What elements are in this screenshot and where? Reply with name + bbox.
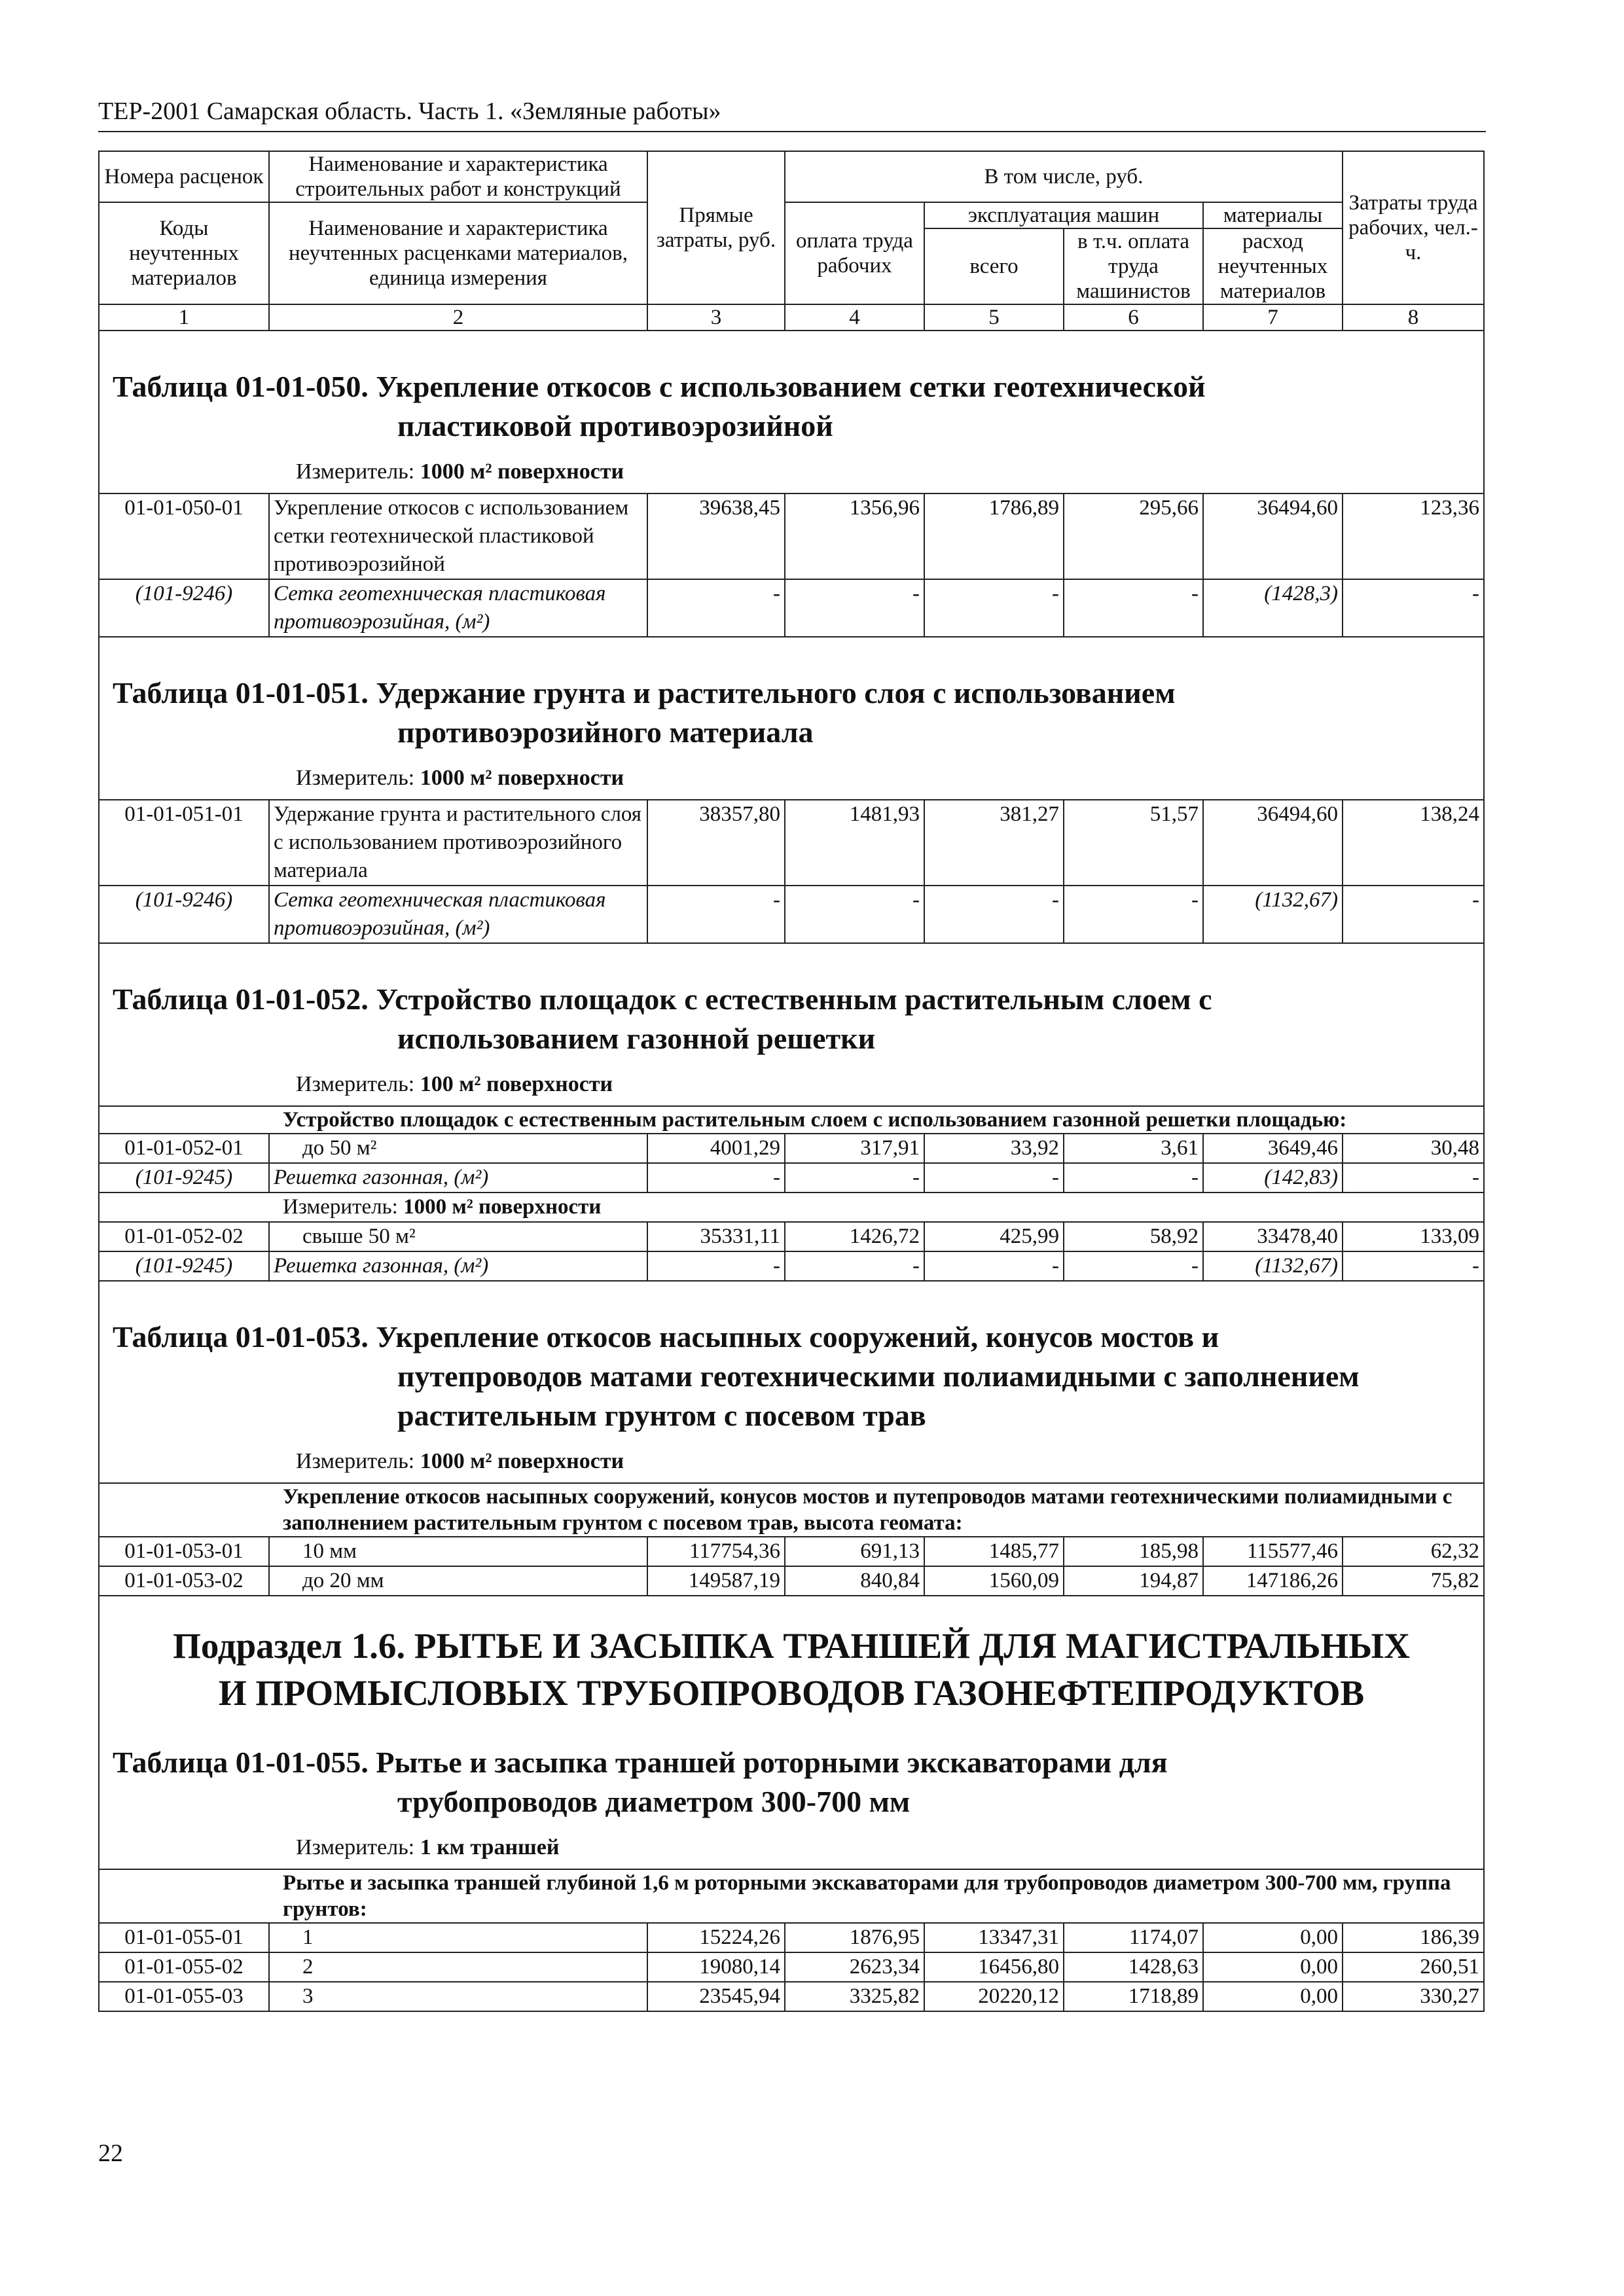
page-number: 22 (98, 2140, 123, 2167)
col-num: 8 (1343, 304, 1484, 331)
material-name: Сетка геотехническая пластиковая противоэрозийная, (м²) (269, 579, 647, 637)
rate-name: 1 (269, 1923, 647, 1952)
value-cell: 33,92 (924, 1134, 1064, 1163)
value-cell: 35331,11 (647, 1222, 785, 1251)
material-code: (101-9245) (99, 1251, 269, 1281)
value-cell: (1428,3) (1203, 579, 1343, 637)
material-code: (101-9246) (99, 579, 269, 637)
header-rule (98, 131, 1486, 132)
value-cell: 0,00 (1203, 1923, 1343, 1952)
value-cell: 1560,09 (924, 1566, 1064, 1596)
value-cell: - (647, 886, 785, 943)
hdr-unaccounted-materials: расход неучтенных материалов (1203, 228, 1343, 304)
material-row (99, 1163, 1484, 1193)
hdr-wages: оплата труда рабочих (785, 202, 924, 304)
table-052-title: Таблица 01-01-052. Устройство площадок с естественным растительным слоем с использованием газонной решетки (113, 982, 1212, 1055)
value-cell: 38357,80 (647, 800, 785, 886)
table-050-measure: Измеритель: 1000 м² поверхности (296, 459, 624, 484)
col-num: 5 (924, 304, 1064, 331)
table-row (99, 493, 1484, 579)
value-cell: 58,92 (1064, 1222, 1203, 1251)
value-cell: 4001,29 (647, 1134, 785, 1163)
value-cell: - (647, 1163, 785, 1193)
value-cell: 381,27 (924, 800, 1064, 886)
table-053-heading (99, 1281, 1484, 1483)
value-cell: - (647, 579, 785, 637)
col-num: 4 (785, 304, 924, 331)
value-cell: 123,36 (1343, 493, 1484, 579)
table-053-measure: Измеритель: 1000 м² поверхности (296, 1449, 624, 1473)
table-052-measure: Измеритель: 100 м² поверхности (296, 1072, 613, 1096)
value-cell: 133,09 (1343, 1222, 1484, 1251)
value-cell: 1426,72 (785, 1222, 924, 1251)
value-cell: - (1064, 886, 1203, 943)
material-code: (101-9245) (99, 1163, 269, 1193)
value-cell: 149587,19 (647, 1566, 785, 1596)
table-row (99, 1982, 1484, 2011)
table-row (99, 1134, 1484, 1163)
value-cell: 23545,94 (647, 1982, 785, 2011)
value-cell: 147186,26 (1203, 1566, 1343, 1596)
value-cell: 194,87 (1064, 1566, 1203, 1596)
table-050-heading (99, 331, 1484, 493)
value-cell: 15224,26 (647, 1923, 785, 1952)
value-cell: (1132,67) (1203, 1251, 1343, 1281)
measure-row (99, 1193, 1484, 1222)
col-num: 2 (269, 304, 647, 331)
rate-name: Укрепление откосов с использованием сетки геотехнической пластиковой противоэрозийной (269, 493, 647, 579)
value-cell: 260,51 (1343, 1952, 1484, 1982)
value-cell: 36494,60 (1203, 493, 1343, 579)
group-row (99, 1483, 1484, 1537)
hdr-materials: материалы (1203, 202, 1343, 228)
table-row (99, 1222, 1484, 1251)
rate-name: до 50 м² (269, 1134, 647, 1163)
value-cell: 840,84 (785, 1566, 924, 1596)
value-cell: 33478,40 (1203, 1222, 1343, 1251)
table-051-measure: Измеритель: 1000 м² поверхности (296, 766, 624, 790)
value-cell: 138,24 (1343, 800, 1484, 886)
value-cell: 425,99 (924, 1222, 1064, 1251)
value-cell: 13347,31 (924, 1923, 1064, 1952)
subsection-title-line1: Подраздел 1.6. РЫТЬЕ И ЗАСЫПКА ТРАНШЕЙ ДЛЯ МАГИСТРАЛЬНЫХ (173, 1626, 1410, 1666)
col-num: 6 (1064, 304, 1203, 331)
rate-name: свыше 50 м² (269, 1222, 647, 1251)
value-cell: 62,32 (1343, 1537, 1484, 1566)
rate-code: 01-01-055-02 (99, 1952, 269, 1982)
header-column-numbers (99, 304, 1484, 331)
value-cell: - (1343, 1163, 1484, 1193)
value-cell: 1786,89 (924, 493, 1064, 579)
rate-code: 01-01-055-01 (99, 1923, 269, 1952)
table-row (99, 1537, 1484, 1566)
rate-name: 10 мм (269, 1537, 647, 1566)
subsection-title-line2: И ПРОМЫСЛОВЫХ ТРУБОПРОВОДОВ ГАЗОНЕФТЕПРОДУКТОВ (218, 1673, 1365, 1713)
rate-name: Удержание грунта и растительного слоя с использованием противоэрозийного материала (269, 800, 647, 886)
value-cell: - (924, 579, 1064, 637)
hdr-including: В том числе, руб. (785, 151, 1343, 202)
hdr-machinists-wages: в т.ч. оплата труда машинистов (1064, 228, 1203, 304)
value-cell: - (924, 1251, 1064, 1281)
col-num: 3 (647, 304, 785, 331)
table-051-heading (99, 637, 1484, 800)
group-label: Устройство площадок с естественным растительным слоем с использованием газонной решетки площадью: (99, 1106, 1484, 1134)
value-cell: 1485,77 (924, 1537, 1064, 1566)
price-table-document (98, 151, 1483, 2012)
table-053-title: Таблица 01-01-053. Укрепление откосов насыпных сооружений, конусов мостов и путепроводов матами геотехническими полиамидными с заполнением растительным грунтом с посевом трав (113, 1320, 1360, 1432)
value-cell: - (1064, 1251, 1203, 1281)
hdr-labor-hours: Затраты труда рабочих, чел.-ч. (1343, 151, 1484, 304)
hdr-machines-total: всего (924, 228, 1064, 304)
value-cell: (1132,67) (1203, 886, 1343, 943)
value-cell: 36494,60 (1203, 800, 1343, 886)
group-label: Рытье и засыпка траншей глубиной 1,6 м роторными экскаваторами для трубопроводов диаметром 300-700 мм, группа грунтов: (99, 1869, 1484, 1923)
table-row (99, 1566, 1484, 1596)
table-052-measure-2: Измеритель: 1000 м² поверхности (99, 1193, 1484, 1222)
col-num: 1 (99, 304, 269, 331)
value-cell: 185,98 (1064, 1537, 1203, 1566)
material-code: (101-9246) (99, 886, 269, 943)
value-cell: 20220,12 (924, 1982, 1064, 2011)
value-cell: 75,82 (1343, 1566, 1484, 1596)
value-cell: - (924, 886, 1064, 943)
rate-code: 01-01-055-03 (99, 1982, 269, 2011)
material-name: Сетка геотехническая пластиковая противоэрозийная, (м²) (269, 886, 647, 943)
group-row (99, 1106, 1484, 1134)
material-name: Решетка газонная, (м²) (269, 1251, 647, 1281)
value-cell: 16456,80 (924, 1952, 1064, 1982)
value-cell: 295,66 (1064, 493, 1203, 579)
hdr-machines: эксплуатация машин (924, 202, 1203, 228)
value-cell: 691,13 (785, 1537, 924, 1566)
material-row (99, 579, 1484, 637)
value-cell: 30,48 (1343, 1134, 1484, 1163)
table-row (99, 800, 1484, 886)
value-cell: 317,91 (785, 1134, 924, 1163)
group-row (99, 1869, 1484, 1923)
rate-code: 01-01-052-02 (99, 1222, 269, 1251)
value-cell: - (785, 886, 924, 943)
value-cell: 1428,63 (1064, 1952, 1203, 1982)
hdr-name: Наименование и характеристика строительных работ и конструкций (269, 151, 647, 202)
value-cell: - (1064, 1163, 1203, 1193)
value-cell: 0,00 (1203, 1952, 1343, 1982)
subsection-heading (99, 1596, 1484, 1723)
rate-name: до 20 мм (269, 1566, 647, 1596)
page-header: ТЕР-2001 Самарская область. Часть 1. «Земляные работы» (98, 98, 721, 125)
value-cell: 0,00 (1203, 1982, 1343, 2011)
value-cell: 330,27 (1343, 1982, 1484, 2011)
rate-code: 01-01-053-01 (99, 1537, 269, 1566)
rate-name: 2 (269, 1952, 647, 1982)
value-cell: 19080,14 (647, 1952, 785, 1982)
hdr-unaccounted-codes: Коды неучтенных материалов (99, 202, 269, 304)
table-row (99, 1952, 1484, 1982)
hdr-direct-costs: Прямые затраты, руб. (647, 151, 785, 304)
material-row (99, 886, 1484, 943)
price-table (98, 151, 1485, 2012)
table-055-measure: Измеритель: 1 км траншей (296, 1835, 560, 1859)
value-cell: (142,83) (1203, 1163, 1343, 1193)
rate-code: 01-01-052-01 (99, 1134, 269, 1163)
value-cell: 3,61 (1064, 1134, 1203, 1163)
group-label: Укрепление откосов насыпных сооружений, конусов мостов и путепроводов матами геотехническими полиамидными с заполнением растительным грунтом с посевом трав, высота геомата: (99, 1483, 1484, 1537)
hdr-unaccounted-name: Наименование и характеристика неучтенных расценками материалов, единица измерения (269, 202, 647, 304)
value-cell: - (1343, 579, 1484, 637)
value-cell: 3649,46 (1203, 1134, 1343, 1163)
material-row (99, 1251, 1484, 1281)
value-cell: 117754,36 (647, 1537, 785, 1566)
header-row-1 (99, 151, 1484, 202)
value-cell: 1356,96 (785, 493, 924, 579)
table-051-title: Таблица 01-01-051. Удержание грунта и растительного слоя с использованием противоэрозийного материала (113, 676, 1176, 749)
rate-code: 01-01-053-02 (99, 1566, 269, 1596)
value-cell: - (1343, 1251, 1484, 1281)
value-cell: - (785, 579, 924, 637)
value-cell: 1481,93 (785, 800, 924, 886)
value-cell: 3325,82 (785, 1982, 924, 2011)
value-cell: 115577,46 (1203, 1537, 1343, 1566)
rate-code: 01-01-051-01 (99, 800, 269, 886)
table-row (99, 1923, 1484, 1952)
value-cell: 2623,34 (785, 1952, 924, 1982)
table-050-title: Таблица 01-01-050. Укрепление откосов с использованием сетки геотехнической пластиковой противоэрозийной (113, 370, 1206, 442)
table-055-title: Таблица 01-01-055. Рытье и засыпка траншей роторными экскаваторами для трубопроводов диаметром 300-700 мм (113, 1746, 1168, 1818)
value-cell: - (1343, 886, 1484, 943)
value-cell: 1174,07 (1064, 1923, 1203, 1952)
value-cell: 39638,45 (647, 493, 785, 579)
material-name: Решетка газонная, (м²) (269, 1163, 647, 1193)
header-row-2 (99, 202, 1484, 228)
value-cell: 51,57 (1064, 800, 1203, 886)
hdr-codes: Номера расценок (99, 151, 269, 202)
value-cell: - (1064, 579, 1203, 637)
rate-name: 3 (269, 1982, 647, 2011)
value-cell: - (785, 1251, 924, 1281)
rate-code: 01-01-050-01 (99, 493, 269, 579)
table-052-heading (99, 943, 1484, 1106)
table-055-heading (99, 1723, 1484, 1869)
col-num: 7 (1203, 304, 1343, 331)
value-cell: 1718,89 (1064, 1982, 1203, 2011)
value-cell: - (785, 1163, 924, 1193)
value-cell: - (647, 1251, 785, 1281)
value-cell: - (924, 1163, 1064, 1193)
value-cell: 1876,95 (785, 1923, 924, 1952)
value-cell: 186,39 (1343, 1923, 1484, 1952)
